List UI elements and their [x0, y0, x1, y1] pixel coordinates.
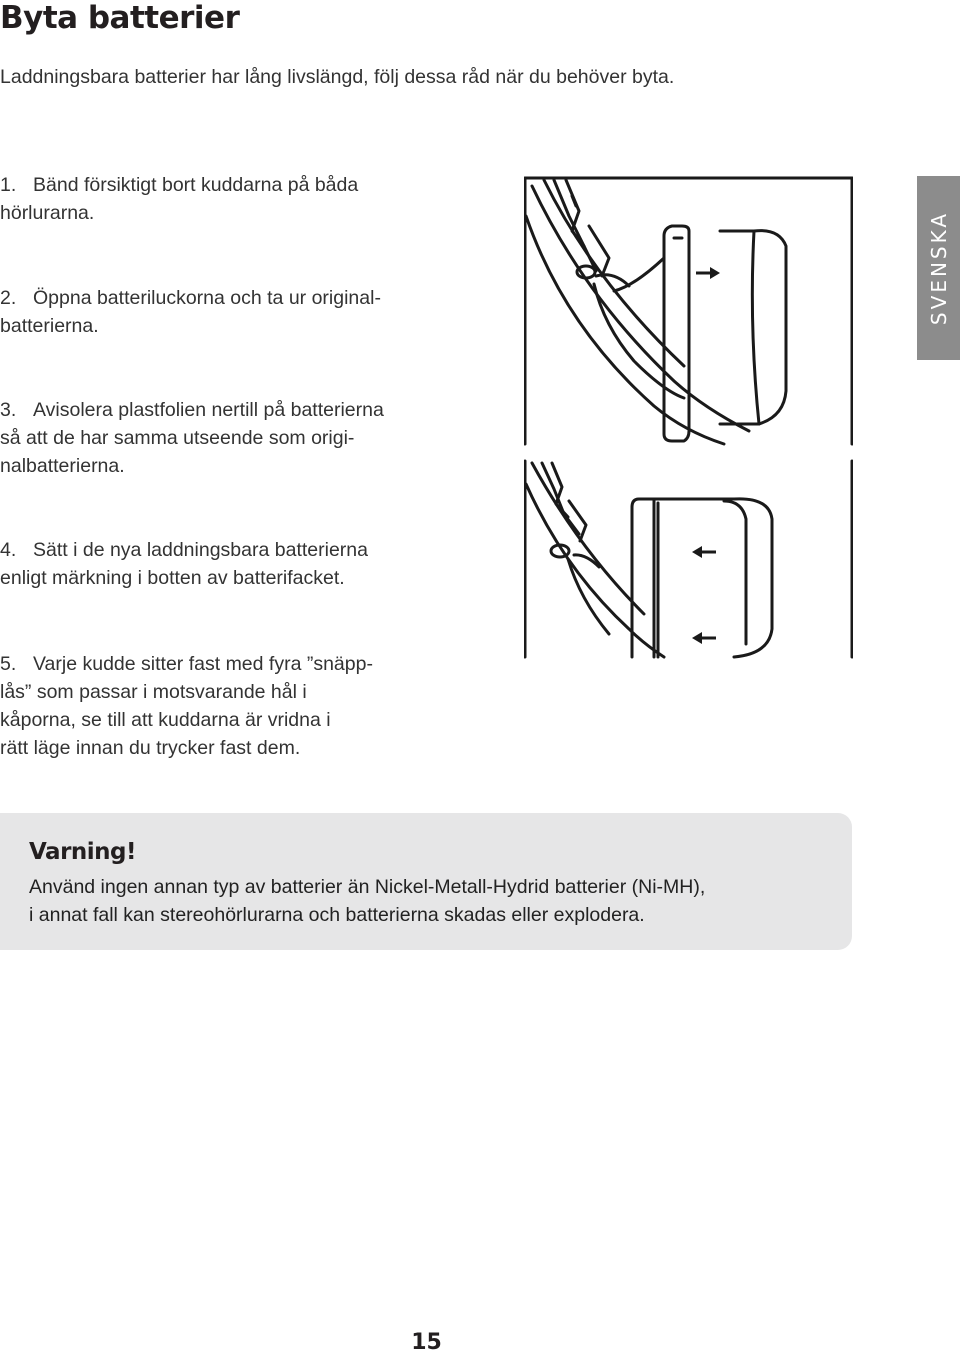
step-number: 3. [0, 399, 17, 421]
page-number: 15 [411, 1330, 442, 1355]
intro-text: Laddningsbara batterier har lång livslängd, följ dessa råd när du behöver byta. [0, 66, 675, 88]
step-text: Bänd försiktigt bort kuddarna på båda hörlurarna. [0, 174, 359, 224]
step-body [0, 171, 470, 227]
arrow-right-icon [696, 267, 720, 279]
page-title: Byta batterier [0, 0, 240, 36]
warning-text: Använd ingen annan typ av batterier än Nickel-Metall-Hydrid batterier (Ni-MH), i annat fall kan stereohörlurarna och batterierna skadas eller explodera. [29, 876, 706, 926]
step-body [0, 284, 470, 340]
step-text: Öppna batteriluckorna och ta ur original- batterierna. [0, 287, 381, 337]
step-text: Varje kudde sitter fast med fyra ”snäpp- lås” som passar i motsvarande hål i kåporna, se till att kuddarna är vridna i rätt läge innan du trycker fast dem. [0, 653, 373, 759]
step-number: 4. [0, 539, 17, 561]
step-body [0, 536, 470, 592]
battery-removal-illustration [524, 176, 853, 446]
battery-insertion-illustration [524, 459, 853, 659]
arrow-left-icon [692, 546, 716, 644]
language-tab [917, 176, 960, 360]
step-number: 2. [0, 287, 17, 309]
step-text: Avisolera plastfolien nertill på batterierna så att de har samma utseende som origi- nalbatterierna. [0, 399, 384, 477]
step-text: Sätt i de nya laddningsbara batterierna enligt märkning i botten av batterifacket. [0, 539, 368, 589]
step-number: 5. [0, 653, 17, 675]
step-number: 1. [0, 174, 17, 196]
step-body [0, 650, 470, 762]
warning-box [0, 813, 852, 950]
language-tab-label: SVENSKA [926, 210, 951, 326]
warning-title: Varning! [29, 839, 136, 865]
step-body [0, 396, 470, 480]
